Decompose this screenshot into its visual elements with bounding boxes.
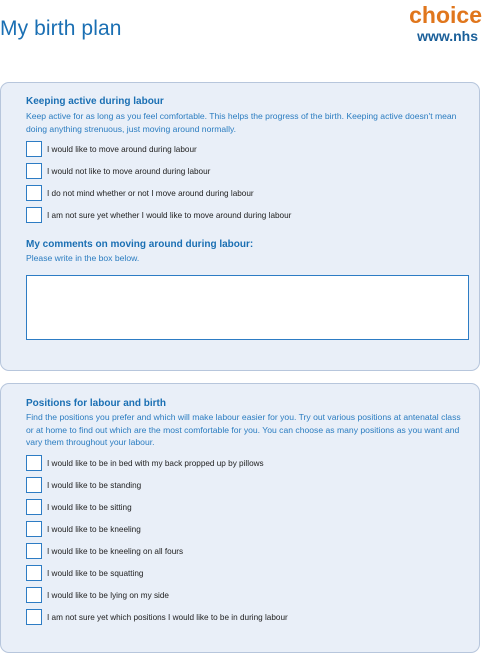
option-move-around[interactable]: [26, 141, 197, 157]
option-kneeling[interactable]: [26, 521, 141, 537]
keeping-active-title: Keeping active during labour: [26, 96, 164, 107]
option-label: I would like to be in bed with my back propped up by pillows: [47, 458, 264, 468]
comments-title: My comments on moving around during labour:: [26, 239, 254, 250]
option-positions-not-sure[interactable]: [26, 609, 288, 625]
page-title: My birth plan: [0, 17, 122, 40]
comments-instruction: Please write in the box below.: [26, 253, 140, 263]
checkbox[interactable]: [26, 499, 42, 515]
positions-description: Find the positions you prefer and which will make labour easier for you. Try out various positions at antenatal class or at home to find out which are the most comfortable for you. You can choose as many positions as you want and vary them throughout your labour.: [26, 412, 461, 447]
checkbox[interactable]: [26, 543, 42, 559]
keeping-active-description: Keep active for as long as you feel comfortable. This helps the progress of the birth. Keeping active doesn't mean doing anything strenuous, just moving around normally.: [26, 111, 457, 134]
option-label: I would like to be sitting: [47, 502, 132, 512]
option-standing[interactable]: [26, 477, 141, 493]
option-squatting[interactable]: [26, 565, 144, 581]
checkbox[interactable]: [26, 565, 42, 581]
option-label: I do not mind whether or not I move around during labour: [47, 188, 254, 198]
option-kneeling-all-fours[interactable]: [26, 543, 183, 559]
positions-title: Positions for labour and birth: [26, 398, 166, 409]
checkbox[interactable]: [26, 163, 42, 179]
option-lying-side[interactable]: [26, 587, 169, 603]
comments-textbox[interactable]: [26, 275, 469, 340]
option-label: I would not like to move around during labour: [47, 166, 211, 176]
checkbox[interactable]: [26, 587, 42, 603]
option-not-sure[interactable]: [26, 207, 291, 223]
checkbox[interactable]: [26, 455, 42, 471]
option-label: I am not sure yet whether I would like to move around during labour: [47, 210, 292, 220]
brand-url: www.nhs: [417, 28, 478, 44]
option-not-move-around[interactable]: [26, 163, 210, 179]
option-bed-propped[interactable]: [26, 455, 264, 471]
option-label: I would like to be kneeling: [47, 524, 141, 534]
option-label: I would like to be squatting: [47, 568, 144, 578]
option-label: I would like to be lying on my side: [47, 590, 169, 600]
checkbox[interactable]: [26, 521, 42, 537]
checkbox[interactable]: [26, 609, 42, 625]
brand-name: choice: [409, 2, 482, 28]
option-sitting[interactable]: [26, 499, 132, 515]
option-label: I would like to be standing: [47, 480, 142, 490]
checkbox[interactable]: [26, 141, 42, 157]
checkbox[interactable]: [26, 207, 42, 223]
option-label: I would like to move around during labour: [47, 144, 197, 154]
checkbox[interactable]: [26, 185, 42, 201]
brand-logo: [409, 2, 482, 44]
option-do-not-mind[interactable]: [26, 185, 254, 201]
option-label: I would like to be kneeling on all fours: [47, 546, 184, 556]
checkbox[interactable]: [26, 477, 42, 493]
option-label: I am not sure yet which positions I would like to be in during labour: [47, 612, 288, 622]
